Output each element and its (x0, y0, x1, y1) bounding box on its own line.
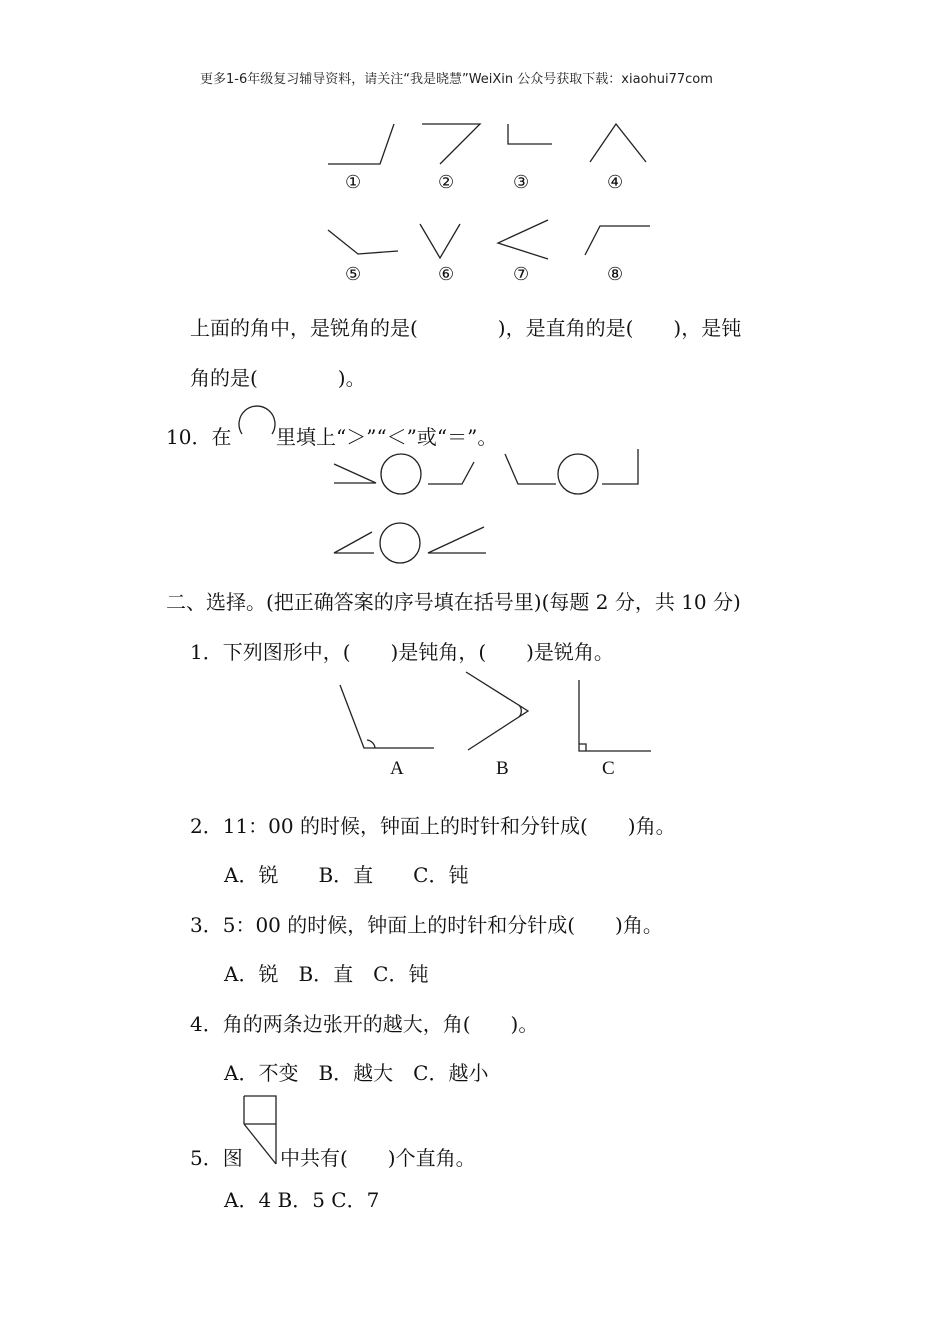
page-header: 更多1-6年级复习辅导资料，请关注“我是晓慧”WeiXin 公众号获取下载：xiaohui77com (200, 72, 713, 87)
q3-text: 3．5：00 的时候，钟面上的时针和分针成( )角。 (190, 913, 663, 937)
figure-label-2: ② (438, 172, 455, 193)
q2-text: 2．11：00 的时候，钟面上的时针和分针成( )角。 (190, 814, 676, 838)
figure-label-1: ① (345, 172, 362, 193)
q5-options: A．4 B．5 C．7 (224, 1188, 380, 1212)
q1-text: 1．下列图形中，( )是钝角，( )是锐角。 (190, 640, 614, 664)
option-b-label: B (496, 758, 509, 779)
figure-label-4: ④ (607, 172, 624, 193)
q10-instruction: 里填上“＞”“＜”或“＝”。 (276, 425, 498, 449)
q3-options: A．锐 B．直 C．钝 (224, 962, 429, 986)
option-c-label: C (602, 758, 615, 779)
q9-text-line1: 上面的角中，是锐角的是( )，是直角的是( )，是钝 (190, 316, 742, 340)
q4-options: A．不变 B．越大 C．越小 (224, 1061, 489, 1085)
q10-number: 10．在 (166, 425, 232, 449)
q2-options: A．锐 B．直 C．钝 (224, 863, 469, 887)
option-a-label: A (390, 758, 404, 779)
section2-title: 二、选择。(把正确答案的序号填在括号里)(每题 2 分，共 10 分) (166, 590, 741, 614)
figure-label-8: ⑧ (607, 264, 624, 285)
figure-label-3: ③ (513, 172, 530, 193)
q5-text: 中共有( )个直角。 (280, 1146, 476, 1170)
q5-number: 5．图 (190, 1146, 243, 1170)
q9-text-line2: 角的是( )。 (190, 366, 366, 390)
q5-figure-diagonal (244, 1124, 276, 1164)
q4-text: 4．角的两条边张开的越大，角( )。 (190, 1012, 539, 1036)
figure-label-7: ⑦ (513, 264, 530, 285)
figure-label-6: ⑥ (438, 264, 455, 285)
figure-label-5: ⑤ (345, 264, 362, 285)
